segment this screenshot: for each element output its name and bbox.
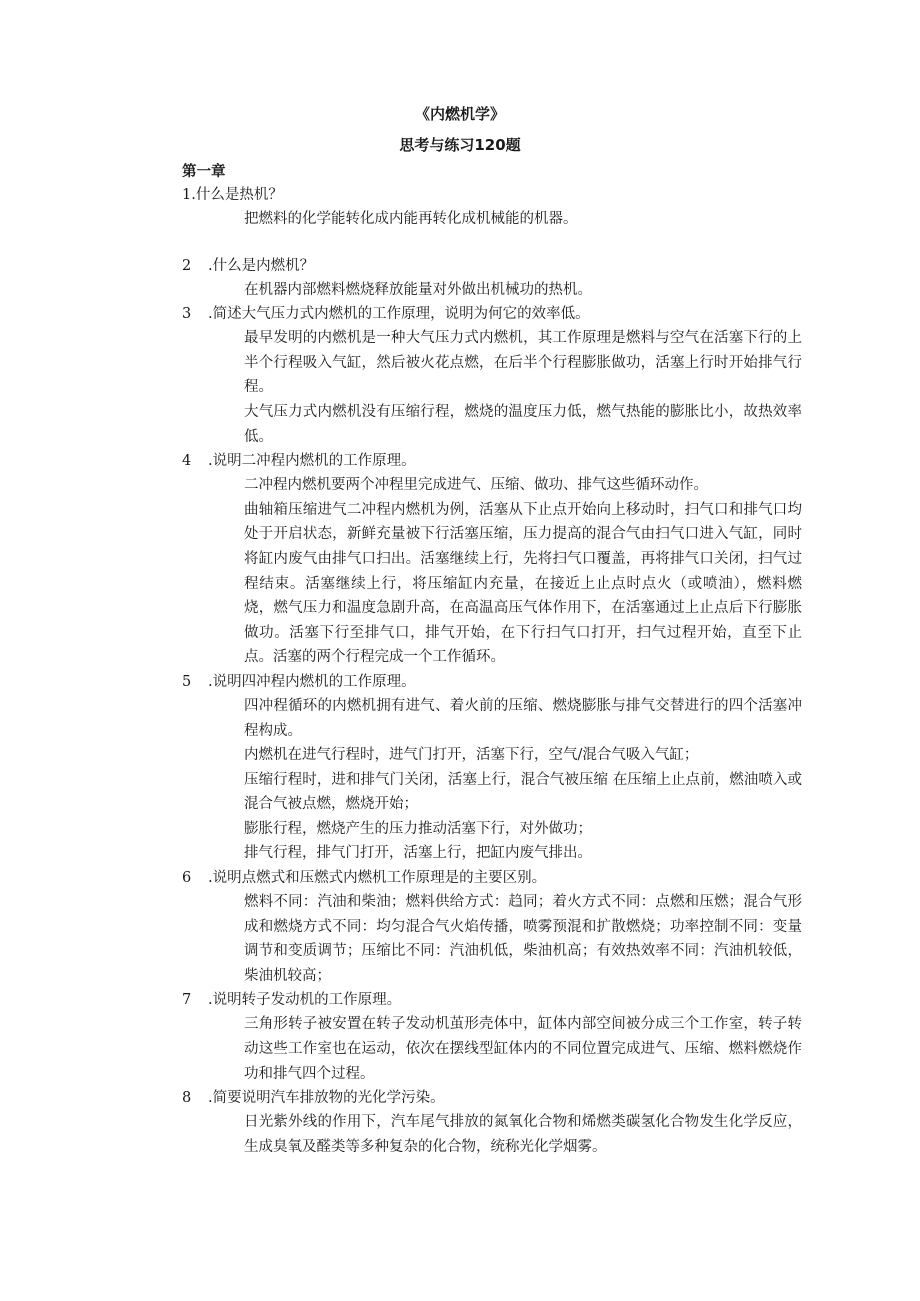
document-title: 《内燃机学》 [414, 105, 505, 123]
question-item [182, 670, 802, 694]
question-text: .简要说明汽车排放物的光化学污染。 [208, 1090, 445, 1107]
question-list [182, 183, 802, 1159]
question-number: 5 [182, 673, 192, 690]
question-number: 7 [182, 992, 192, 1009]
answer-paragraph: 内燃机在进气行程时，进气门打开，活塞下行，空气/混合气吸入气缸； [244, 747, 699, 764]
answer-paragraph: 曲轴箱压缩进气二冲程内燃机为例，活塞从下止点开始向上移动时，扫气口和排气口均处于开启状态，新鲜充量被下行活塞压缩，压力提高的混合气由扫气口进入气缸，同时将缸内废气由排气口扫出。活塞继续上行，先将扫气口覆盖，再将排气口关闭，扫气过程结束。活塞继续上行，将压缩缸内充量，在接近上止点时点火（或喷油），燃料燃烧，燃气压力和温度急剧升高，在高温高压气体作用下，在活塞通过上止点后下行膨胀做功。活塞下行至排气口，排气开始，在下行扫气口打开，扫气过程开始，直至下止点。活塞的两个行程完成一个工作循环。 [244, 501, 802, 666]
question-number: 2 [182, 257, 192, 274]
answer-paragraph: 最早发明的内燃机是一种大气压力式内燃机，其工作原理是燃料与空气在活塞下行的上半个行程吸入气缸，然后被火花点燃，在后半个行程膨胀做功，活塞上行时开始排气行程。 [244, 330, 802, 396]
question-text: .说明二冲程内燃机的工作原理。 [208, 453, 416, 470]
question-number: 1. [182, 187, 196, 203]
question-text: .说明四冲程内燃机的工作原理。 [208, 673, 416, 690]
question-item [182, 988, 802, 1012]
question-item [182, 1086, 802, 1110]
question-text: 什么是热机？ [195, 187, 283, 203]
document-subtitle: 思考与练习120题 [399, 136, 521, 154]
answer-paragraph: 日光紫外线的作用下，汽车尾气排放的氮氧化合物和烯燃类碳氢化合物发生化学反应，生成臭氧及醛类等多种复杂的化合物，统称光化学烟雾。 [244, 1114, 802, 1155]
question-item [182, 866, 802, 890]
question-item [182, 254, 802, 278]
question-text: .说明转子发动机的工作原理。 [208, 992, 402, 1009]
answer-paragraph: 膨胀行程，燃烧产生的压力推动活塞下行，对外做功； [244, 820, 592, 837]
question-item [182, 183, 802, 207]
answer-paragraph: 大气压力式内燃机没有压缩行程，燃烧的温度压力低，燃气热能的膨胀比小，故热效率低。 [244, 403, 802, 445]
chapter-heading: 第一章 [182, 164, 226, 180]
question-text: .什么是内燃机？ [208, 257, 315, 274]
question-text: .说明点燃式和压燃式内燃机工作原理是的主要区别。 [208, 870, 547, 887]
question-number: 3 [182, 306, 192, 323]
question-text: .简述大气压力式内燃机的工作原理，说明为何它的效率低。 [208, 306, 590, 323]
answer-paragraph: 四冲程循环的内燃机拥有进气、着火前的压缩、燃烧膨胀与排气交替进行的四个活塞冲程构成。 [244, 697, 802, 739]
answer-paragraph: 在机器内部燃料燃烧释放能量对外做出机械功的热机。 [244, 281, 592, 298]
answer-paragraph: 排气行程，排气门打开，活塞上行，把缸内废气排出。 [244, 845, 592, 862]
answer-paragraph: 把燃料的化学能转化成内能再转化成机械能的机器。 [244, 211, 578, 227]
answer-paragraph: 二冲程内燃机要两个冲程里完成进气、压缩、做功、排气这些循环动作。 [244, 477, 708, 494]
answer-paragraph: 三角形转子被安置在转子发动机茧形壳体中，缸体内部空间被分成三个工作室，转子转动这些工作室也在运动，依次在摆线型缸体内的不同位置完成进气、压缩、燃料燃烧作功和排气四个过程。 [244, 1016, 802, 1082]
answer-paragraph: 压缩行程时，进和排气门关闭，活塞上行，混合气被压缩 在压缩上止点前，燃油喷入或混合气被点燃，燃烧开始； [244, 771, 802, 813]
question-number: 4 [182, 453, 192, 470]
question-item [182, 302, 802, 326]
question-item [182, 449, 802, 473]
question-number: 8 [182, 1090, 192, 1107]
answer-paragraph: 燃料不同：汽油和柴油；燃料供给方式：趋同；着火方式不同：点燃和压燃；混合气形成和燃烧方式不同：均匀混合气火焰传播，喷雾预混和扩散燃烧；功率控制不同：变量调节和变质调节；压缩比不同：汽油机低，柴油机高；有效热效率不同：汽油机较低，柴油机较高； [244, 894, 802, 984]
question-number: 6 [182, 870, 192, 887]
